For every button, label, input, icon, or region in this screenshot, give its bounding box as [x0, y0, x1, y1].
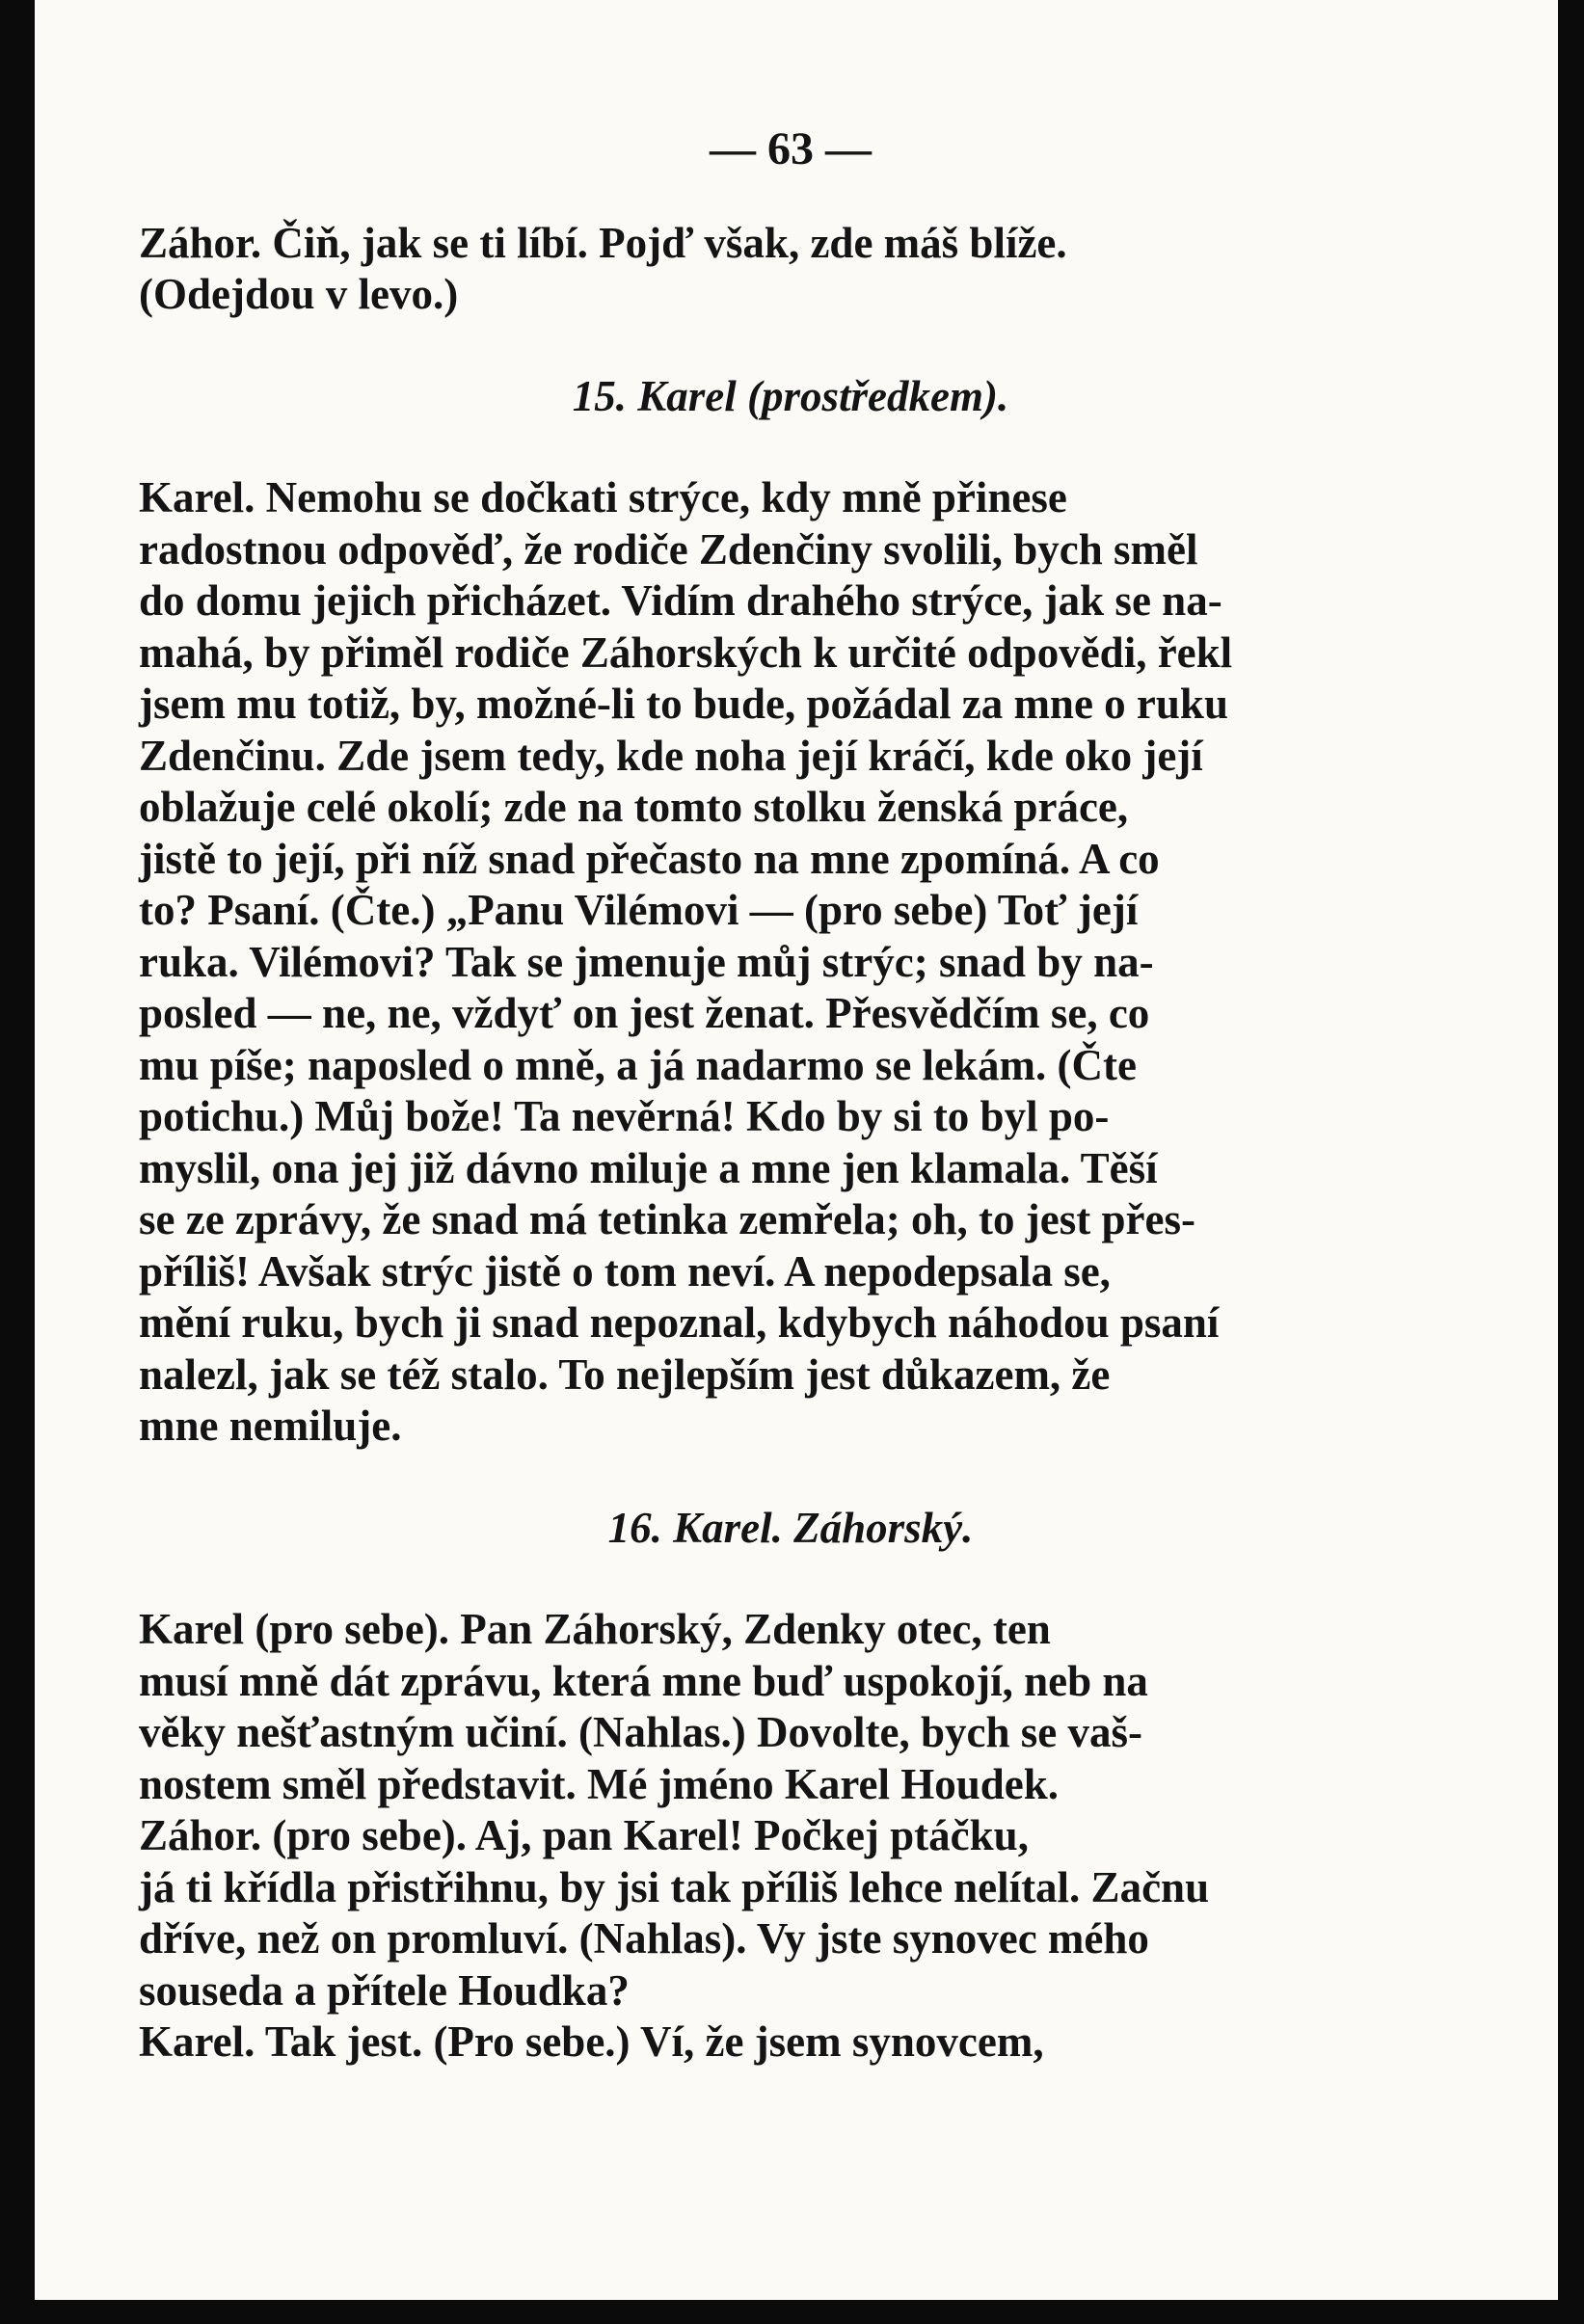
text-line: mahá, by přiměl rodiče Záhorských k určité odpovědi, řekl — [139, 628, 1233, 677]
text-line: jsem mu totiž, by, možné-li to bude, požádal za mne o ruku — [139, 680, 1228, 728]
text-line: mění ruku, bych ji snad nepoznal, kdybych náhodou psaní — [139, 1298, 1220, 1347]
text-line: do domu jejich přicházet. Vidím drahého strýce, jak se na- — [139, 576, 1222, 625]
text-line: se ze zprávy, že snad má tetinka zemřela; oh, to jest přes- — [139, 1195, 1195, 1243]
text-line: mu píše; naposled o mně, a já nadarmo se lekám. (Čte — [139, 1040, 1137, 1089]
book-page — [35, 0, 1558, 2300]
text-line: Záhor. (pro sebe). Aj, pan Karel! Počkej ptáčku, — [139, 1811, 1029, 1859]
text-line: Záhor. Čiň, jak se ti líbí. Pojď však, zde máš blíže. — [139, 218, 1067, 267]
text-line: posled — ne, ne, vždyť on jest ženat. Přesvědčím se, co — [139, 989, 1150, 1037]
paragraph-3 — [139, 1604, 1442, 2069]
paragraph-1 — [139, 218, 1442, 321]
page-text — [139, 123, 1442, 2069]
text-line: potichu.) Můj bože! Ta nevěrná! Kdo by si to byl po- — [139, 1092, 1110, 1140]
text-line: myslil, ona jej již dávno miluje a mne jen klamala. Těší — [139, 1143, 1158, 1192]
text-line: Karel. Nemohu se dočkati strýce, kdy mně přinese — [139, 473, 1067, 521]
text-line: jistě to její, při níž snad přečasto na mne zpomíná. A co — [139, 834, 1160, 883]
text-line: Zdenčinu. Zde jsem tedy, kde noha její kráčí, kde oko její — [139, 731, 1203, 780]
text-line: radostnou odpověď, že rodiče Zdenčiny svolili, bych směl — [139, 524, 1198, 574]
paragraph-2 — [139, 472, 1442, 1453]
text-line: dříve, než on promluví. (Nahlas). Vy jste synovec mého — [139, 1914, 1149, 1963]
text-line: Karel. Tak jest. (Pro sebe.) Ví, že jsem synovcem, — [139, 2017, 1044, 2066]
text-line: (Odejdou v levo.) — [139, 270, 459, 318]
text-line: souseda a přítele Houdka? — [139, 1965, 630, 2015]
text-line: ruka. Vilémovi? Tak se jmenuje můj strýc; snad by na- — [139, 937, 1154, 986]
text-line: Karel (pro sebe). Pan Záhorský, Zdenky otec, ten — [139, 1605, 1051, 1653]
text-line: to? Psaní. (Čte.) „Panu Vilémovi — (pro sebe) Toť její — [139, 886, 1139, 934]
text-line: příliš! Avšak strýc jistě o tom neví. A nepodepsala se, — [139, 1246, 1111, 1296]
scene-heading-16: 16. Karel. Záhorský. — [607, 1503, 974, 1552]
text-line: oblažuje celé okolí; zde na tomto stolku ženská práce, — [139, 783, 1129, 831]
text-line: nalezl, jak se též stalo. To nejlepším jest důkazem, že — [139, 1349, 1111, 1399]
text-line: nostem směl představit. Mé jméno Karel Houdek. — [139, 1759, 1060, 1808]
text-line: já ti křídla přistřihnu, by jsi tak příliš lehce nelítal. Začnu — [139, 1862, 1210, 1911]
text-line: musí mně dát zprávu, která mne buď uspokojí, neb na — [139, 1656, 1148, 1705]
page-number: — 63 — — [710, 123, 872, 174]
scene-heading-15: 15. Karel (prostředkem). — [572, 371, 1009, 420]
text-line: mne nemiluje. — [139, 1402, 402, 1450]
text-line: věky nešťastným učiní. (Nahlas.) Dovolte, bych se vaš- — [139, 1708, 1142, 1756]
